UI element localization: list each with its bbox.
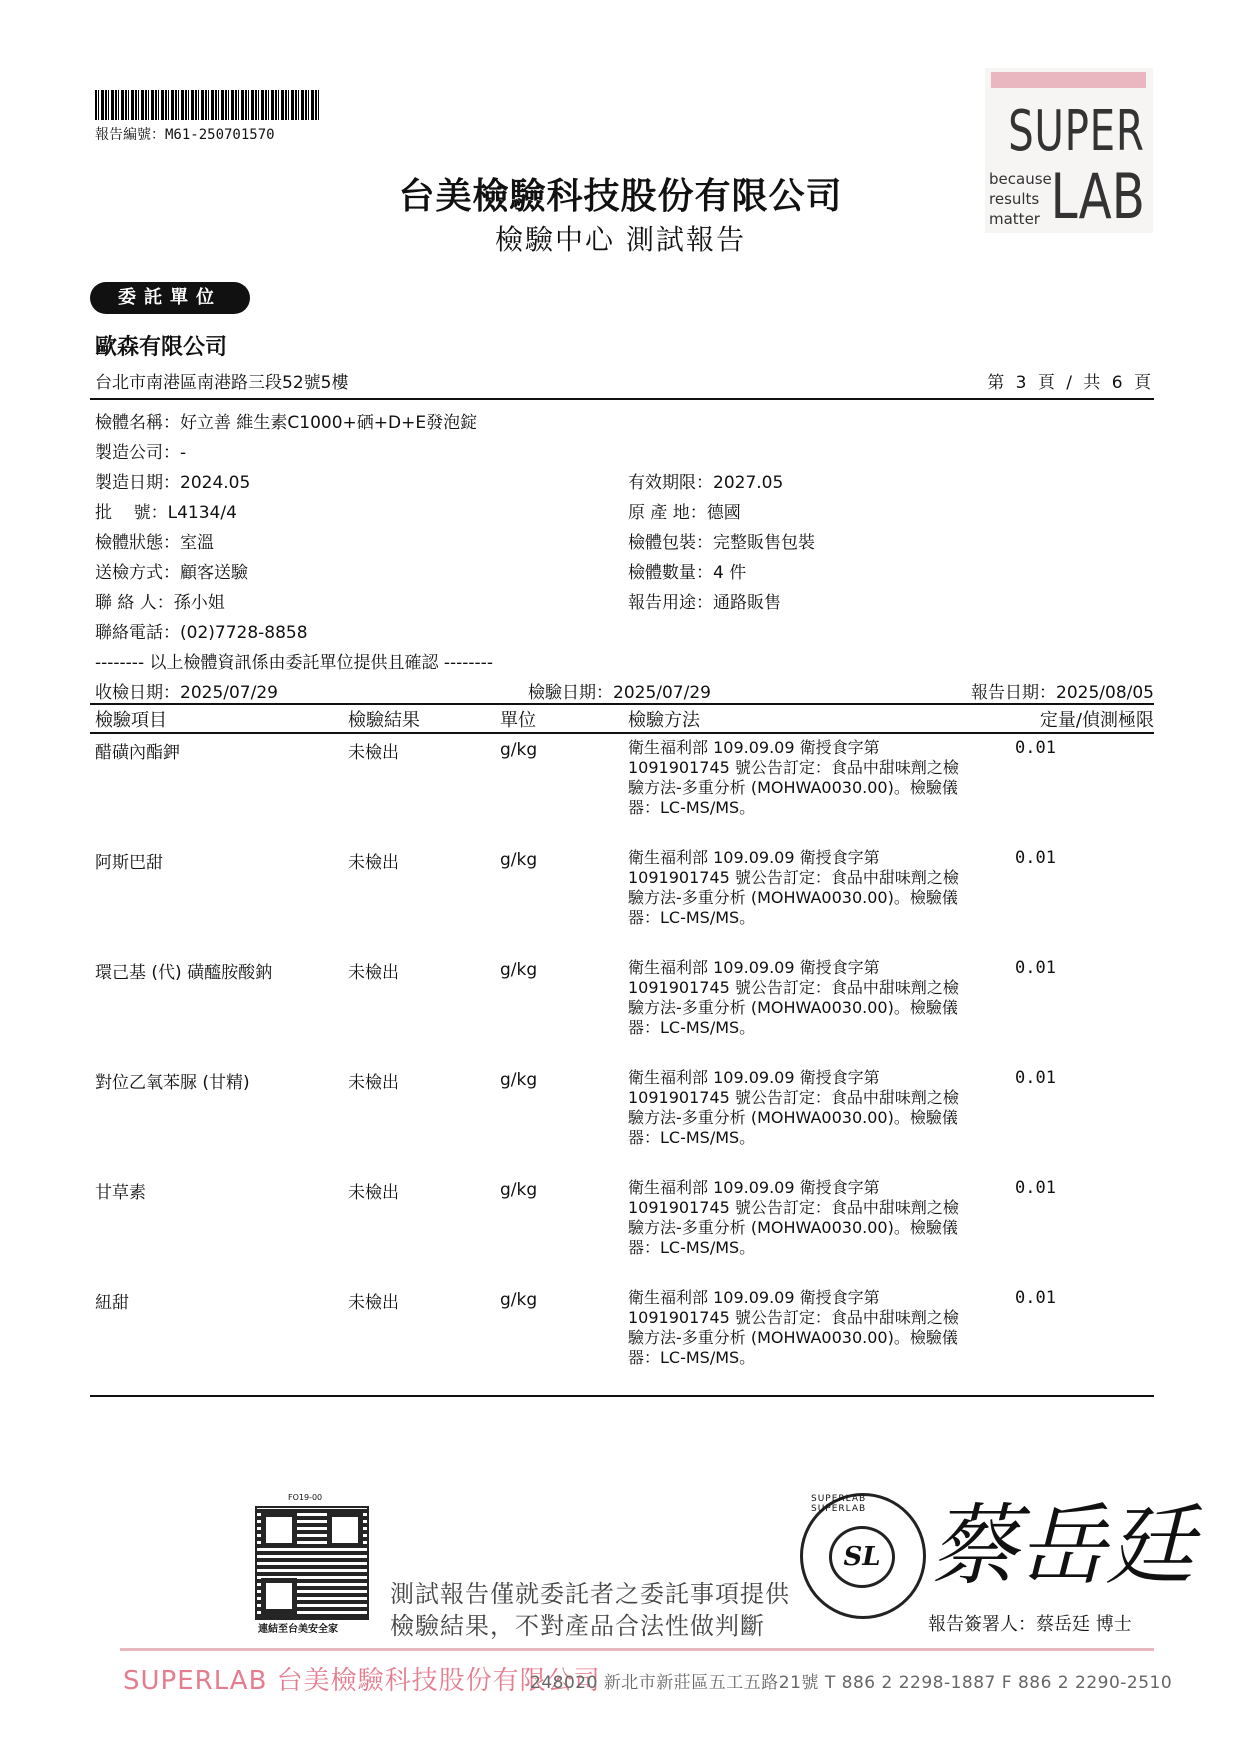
manufacturer: 製造公司：-: [95, 443, 187, 463]
row-item: 對位乙氧苯脲 (甘精): [95, 1073, 250, 1093]
row-item: 醋磺內酯鉀: [95, 743, 180, 763]
handwritten-signature: 蔡岳廷: [930, 1494, 1195, 1597]
row-method: [628, 1288, 1008, 1368]
row-item: 環己基 (代) 磺醯胺酸鈉: [95, 963, 273, 983]
row-method: [628, 1178, 1008, 1258]
contact-phone: 聯絡電話：(02)7728-8858: [95, 623, 308, 643]
row-method-line: 器：LC-MS/MS。: [628, 1018, 756, 1037]
logo-results: results: [989, 190, 1040, 208]
row-method-line: 器：LC-MS/MS。: [628, 1238, 756, 1257]
received-date: 收檢日期：2025/07/29: [95, 683, 278, 703]
origin: 原 產 地：德國: [628, 503, 741, 523]
page-info: 第 3 頁 / 共 6 頁: [987, 373, 1154, 393]
row-method-line: 器：LC-MS/MS。: [628, 1128, 756, 1147]
row-unit: g/kg: [500, 1180, 538, 1200]
client-section-label: 委託單位: [90, 282, 250, 314]
row-method-line: 驗方法-多重分析 (MOHWA0030.00)。檢驗儀: [628, 778, 958, 797]
confirm-note: -------- 以上檢體資訊係由委託單位提供且確認 --------: [95, 653, 493, 673]
row-unit: g/kg: [500, 1070, 538, 1090]
logo-super-text: SUPER: [1008, 99, 1145, 164]
row-result: 未檢出: [348, 743, 399, 763]
qr-finder-icon: [327, 1512, 363, 1548]
row-unit: g/kg: [500, 1290, 538, 1310]
seal-monogram: SL: [829, 1526, 895, 1588]
divider: [90, 398, 1154, 400]
table-header-rule: [90, 732, 1154, 734]
qr-finder-icon: [261, 1578, 297, 1614]
delivery-method: 送檢方式：顧客送驗: [95, 563, 248, 583]
footer-brand: SUPERLAB 台美檢驗科技股份有限公司: [123, 1666, 601, 1696]
col-header-method: 檢驗方法: [628, 710, 700, 731]
row-limit: 0.01: [1015, 848, 1056, 868]
sample-name: 檢體名稱：好立善 維生素C1000+硒+D+E發泡錠: [95, 413, 478, 433]
disclaimer-line-2: 檢驗結果，不對產品合法性做判斷: [390, 1612, 765, 1640]
signer: 報告簽署人：蔡岳廷 博士: [928, 1614, 1132, 1635]
row-item: 甘草素: [95, 1183, 146, 1203]
row-limit: 0.01: [1015, 1068, 1056, 1088]
sample-state: 檢體狀態：室溫: [95, 533, 214, 553]
row-method-line: 衛生福利部 109.09.09 衛授食字第: [628, 848, 880, 867]
row-method-line: 衛生福利部 109.09.09 衛授食字第: [628, 1288, 880, 1307]
company-title: 台美檢驗科技股份有限公司: [398, 176, 843, 217]
row-method-line: 器：LC-MS/MS。: [628, 798, 756, 817]
footer-divider: [120, 1648, 1154, 1651]
row-method-line: 1091901745 號公告訂定：食品中甜味劑之檢: [628, 978, 959, 997]
contact-person: 聯 絡 人：孫小姐: [95, 593, 225, 613]
report-date: 報告日期：2025/08/05: [971, 683, 1154, 703]
report-number: 報告編號：M61-250701570: [95, 127, 275, 143]
row-method-line: 驗方法-多重分析 (MOHWA0030.00)。檢驗儀: [628, 1108, 958, 1127]
row-limit: 0.01: [1015, 958, 1056, 978]
table-bottom-rule: [90, 1395, 1154, 1397]
qr-finder-icon: [261, 1512, 297, 1548]
row-method: [628, 848, 1008, 928]
row-unit: g/kg: [500, 740, 538, 760]
row-method-line: 衛生福利部 109.09.09 衛授食字第: [628, 1178, 880, 1197]
logo-matter: matter: [989, 210, 1040, 228]
logo-because: because: [989, 170, 1052, 188]
row-item: 阿斯巴甜: [95, 853, 163, 873]
row-method-line: 衛生福利部 109.09.09 衛授食字第: [628, 738, 880, 757]
row-method: [628, 1068, 1008, 1148]
row-method: [628, 738, 1008, 818]
row-unit: g/kg: [500, 850, 538, 870]
row-method-line: 1091901745 號公告訂定：食品中甜味劑之檢: [628, 1088, 959, 1107]
sample-packaging: 檢體包裝：完整販售包裝: [628, 533, 815, 553]
row-method-line: 1091901745 號公告訂定：食品中甜味劑之檢: [628, 868, 959, 887]
qr-form-code: FO19-00: [288, 1493, 323, 1502]
row-method-line: 衛生福利部 109.09.09 衛授食字第: [628, 1068, 880, 1087]
row-method-line: 衛生福利部 109.09.09 衛授食字第: [628, 958, 880, 977]
row-limit: 0.01: [1015, 738, 1056, 758]
seal-ring-text: SUPERLAB SUPERLAB: [811, 1494, 867, 1514]
test-date: 檢驗日期：2025/07/29: [528, 683, 711, 703]
client-name: 歐森有限公司: [95, 335, 228, 360]
report-usage: 報告用途：通路販售: [628, 593, 781, 613]
row-method-line: 器：LC-MS/MS。: [628, 908, 756, 927]
row-result: 未檢出: [348, 963, 399, 983]
row-method-line: 驗方法-多重分析 (MOHWA0030.00)。檢驗儀: [628, 1328, 958, 1347]
superlab-logo: [985, 68, 1153, 233]
table-top-rule: [90, 703, 1154, 705]
qr-caption: 連結至台美安全家: [258, 1624, 338, 1635]
client-address: 台北市南港區南港路三段52號5樓: [95, 373, 349, 393]
row-result: 未檢出: [348, 1183, 399, 1203]
row-unit: g/kg: [500, 960, 538, 980]
row-method-line: 1091901745 號公告訂定：食品中甜味劑之檢: [628, 1308, 959, 1327]
sample-quantity: 檢體數量：4 件: [628, 563, 747, 583]
row-method-line: 驗方法-多重分析 (MOHWA0030.00)。檢驗儀: [628, 998, 958, 1017]
col-header-unit: 單位: [500, 710, 536, 731]
row-method-line: 器：LC-MS/MS。: [628, 1348, 756, 1367]
disclaimer-line-1: 測試報告僅就委託者之委託事項提供: [390, 1580, 790, 1608]
qr-code-icon[interactable]: [255, 1506, 369, 1620]
row-result: 未檢出: [348, 1073, 399, 1093]
logo-lab-text: LAB: [1050, 160, 1145, 233]
row-item: 紐甜: [95, 1293, 129, 1313]
company-seal: [800, 1493, 926, 1619]
row-method-line: 驗方法-多重分析 (MOHWA0030.00)。檢驗儀: [628, 888, 958, 907]
manufacture-date: 製造日期：2024.05: [95, 473, 251, 493]
barcode: [95, 90, 320, 120]
logo-pink-bar: [991, 72, 1146, 88]
row-method-line: 1091901745 號公告訂定：食品中甜味劑之檢: [628, 1198, 959, 1217]
company-subtitle: 檢驗中心 測試報告: [495, 223, 746, 256]
expiry-date: 有效期限：2027.05: [628, 473, 784, 493]
col-header-item: 檢驗項目: [95, 710, 167, 731]
row-result: 未檢出: [348, 853, 399, 873]
col-header-limit: 定量/偵測極限: [1039, 710, 1154, 731]
row-method: [628, 958, 1008, 1038]
row-method-line: 驗方法-多重分析 (MOHWA0030.00)。檢驗儀: [628, 1218, 958, 1237]
row-limit: 0.01: [1015, 1178, 1056, 1198]
footer-address: 248020 新北市新莊區五工五路21號 T 886 2 2298-1887 F 886 2 2290-2510: [530, 1673, 1173, 1693]
row-method-line: 1091901745 號公告訂定：食品中甜味劑之檢: [628, 758, 959, 777]
row-limit: 0.01: [1015, 1288, 1056, 1308]
batch-number: 批 號：L4134/4: [95, 503, 237, 523]
col-header-result: 檢驗結果: [348, 710, 420, 731]
row-result: 未檢出: [348, 1293, 399, 1313]
